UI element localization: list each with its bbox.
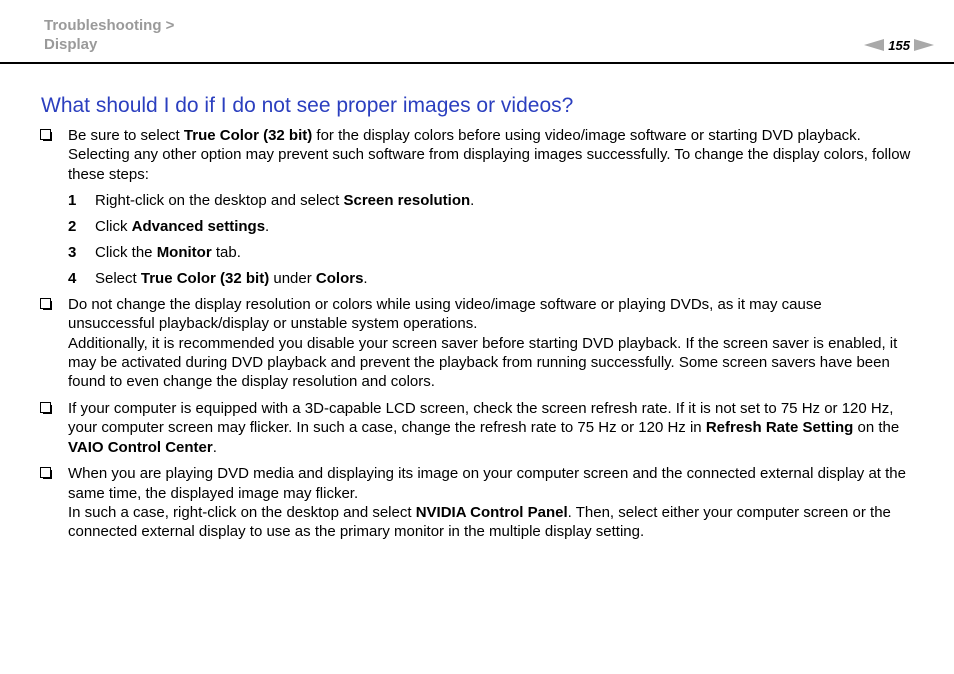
breadcrumb-display[interactable]: Display <box>44 36 98 53</box>
next-page-arrow-icon[interactable] <box>914 39 934 51</box>
breadcrumb-troubleshooting[interactable]: Troubleshooting > <box>44 17 175 34</box>
step-item <box>68 217 912 236</box>
list-item <box>40 126 912 288</box>
bold-text: True Color (32 bit) <box>183 127 313 144</box>
list-item <box>40 295 912 392</box>
text: on the <box>853 419 900 437</box>
checkbox-bullet-icon <box>40 298 51 309</box>
text: . Then, select either your computer screen or the connected external display to use as the primary monitor in the multiple display setting. <box>68 503 891 541</box>
step-number: 2 <box>68 218 77 236</box>
text: Click <box>95 218 132 236</box>
text: Right-click on the desktop and select <box>95 192 344 210</box>
breadcrumb <box>44 16 174 54</box>
bold-text: Screen resolution <box>343 192 471 210</box>
bold-text: Monitor <box>156 244 212 262</box>
text: . <box>363 269 368 287</box>
previous-page-arrow-icon[interactable] <box>864 39 884 51</box>
paragraph: When you are playing DVD media and displaying its image on your computer screen and the connected external display at the same time, the displayed image may flicker. <box>68 465 906 502</box>
content-body <box>40 126 912 542</box>
step-item <box>68 269 912 288</box>
paragraph: Additionally, it is recommended you disable your screen saver before starting DVD playback. If the screen saver is enabled, it may be activated during DVD playback and prevent the playback from running successfully. Some screen savers have been found to even change the display resolution and colors. <box>68 334 898 391</box>
page-navigation <box>864 36 934 54</box>
list-item <box>40 464 912 542</box>
list-item <box>40 399 912 457</box>
text: . <box>470 192 475 210</box>
paragraph <box>68 503 912 542</box>
page-number: 155 <box>888 37 910 53</box>
text: tab. <box>211 244 241 262</box>
bold-text: Advanced settings <box>131 218 266 236</box>
header-divider <box>0 62 954 64</box>
text: . <box>212 438 217 456</box>
text: Select <box>95 269 141 287</box>
bold-text: True Color (32 bit) <box>140 269 270 287</box>
text: for the display colors before using video/image software or starting DVD playback. Selecting any other option may prevent such software from displaying images successfully. To change the display colors, follow these steps: <box>68 127 911 183</box>
step-number: 4 <box>68 269 77 287</box>
text: If your computer is equipped with a 3D-capable LCD screen, check the screen refresh rate. If it is not set to 75 Hz or 120 Hz, your computer screen may flicker. In such a case, change the refresh rate to 75 Hz or 120 Hz in <box>68 399 894 437</box>
text: under <box>269 269 316 287</box>
page-title: What should I do if I do not see proper images or videos? <box>41 94 574 117</box>
bold-text: VAIO Control Center <box>68 438 213 456</box>
steps-list <box>68 191 912 288</box>
step-number: 1 <box>68 192 77 210</box>
checkbox-bullet-icon <box>40 402 51 413</box>
checkbox-bullet-icon <box>40 467 51 478</box>
step-item <box>68 191 912 210</box>
step-number: 3 <box>68 244 77 262</box>
bold-text: Refresh Rate Setting <box>705 419 854 437</box>
paragraph: Do not change the display resolution or colors while using video/image software or playing DVDs, as it may cause unsuccessful playback/display or unstable system operations. <box>68 295 822 333</box>
bold-text: Colors <box>315 269 364 287</box>
text: Click the <box>95 244 157 262</box>
step-item <box>68 243 912 262</box>
text: Be sure to select <box>68 127 184 144</box>
text: . <box>265 218 270 236</box>
text: In such a case, right-click on the desktop and select <box>68 503 416 521</box>
bold-text: NVIDIA Control Panel <box>415 503 568 521</box>
checkbox-bullet-icon <box>40 129 51 140</box>
